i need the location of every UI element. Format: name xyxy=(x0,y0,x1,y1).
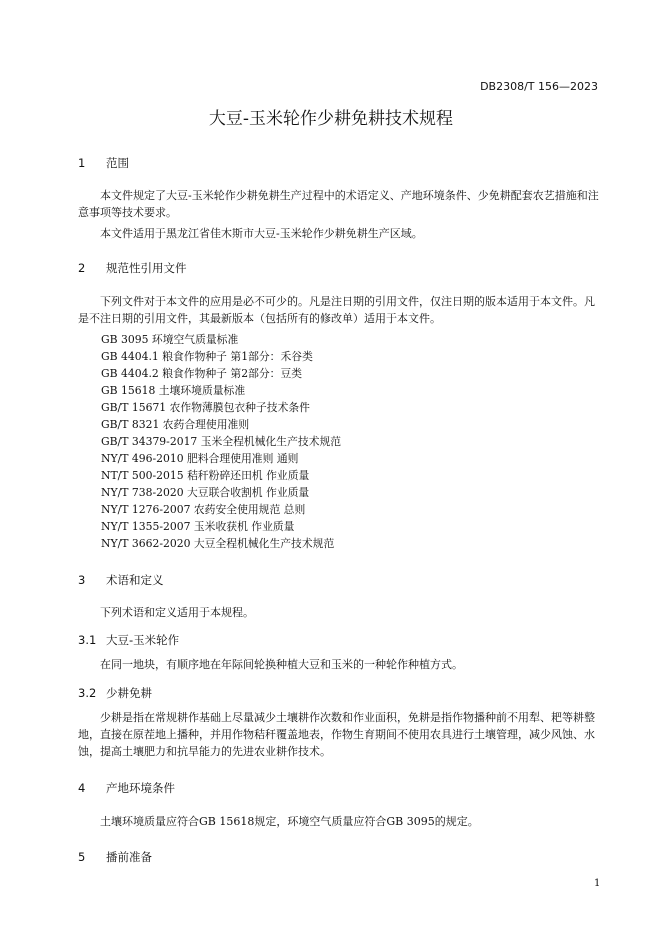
section-3-paragraph-1: 下列术语和定义适用于本规程。 xyxy=(100,606,254,619)
section-3-1-paragraph: 在同一地块，有顺序地在年际间轮换种植大豆和玉米的一种轮作种植方式。 xyxy=(100,658,463,671)
section-title: 范围 xyxy=(106,156,129,170)
section-1-paragraph-1: 本文件规定了大豆-玉米轮作少耕免耕生产过程中的术语定义、产地环境条件、少免耕配套农艺措施和注意事项等技术要求。 xyxy=(78,189,599,219)
section-3-2-heading xyxy=(78,685,152,701)
section-1-paragraph-2: 本文件适用于黑龙江省佳木斯市大豆-玉米轮作少耕免耕生产区域。 xyxy=(100,227,423,240)
section-4-paragraph: 土壤环境质量应符合GB 15618规定，环境空气质量应符合GB 3095的规定。 xyxy=(100,815,479,828)
section-2-paragraph-1: 下列文件对于本文件的应用是必不可少的。凡是注日期的引用文件，仅注日期的版本适用于本文件。凡是不注日期的引用文件，其最新版本（包括所有的修改单）适用于本文件。 xyxy=(78,295,595,325)
page-number: 1 xyxy=(594,878,601,889)
section-title: 少耕免耕 xyxy=(106,686,152,700)
section-number: 3 xyxy=(78,573,86,587)
section-number: 2 xyxy=(78,261,86,275)
document-title: 大豆-玉米轮作少耕免耕技术规程 xyxy=(208,109,454,129)
section-number: 1 xyxy=(78,156,86,170)
reference-item: NY/T 3662-2020 大豆全程机械化生产技术规范 xyxy=(101,537,335,550)
reference-item: GB 4404.2 粮食作物种子 第2部分：豆类 xyxy=(101,367,303,380)
reference-item: GB 15618 土壤环境质量标准 xyxy=(101,384,246,397)
section-number: 4 xyxy=(78,781,86,795)
reference-item: NY/T 1355-2007 玉米收获机 作业质量 xyxy=(101,520,295,533)
section-4-heading xyxy=(78,780,175,796)
section-number: 3.2 xyxy=(78,686,97,700)
section-title: 术语和定义 xyxy=(106,573,164,587)
reference-item: GB 3095 环境空气质量标准 xyxy=(101,333,239,346)
section-3-1-heading xyxy=(78,632,179,648)
reference-item: NY/T 496-2010 肥料合理使用准则 通则 xyxy=(101,452,299,465)
reference-item: GB/T 8321 农药合理使用准则 xyxy=(101,418,250,431)
reference-item: NY/T 1276-2007 农药安全使用规范 总则 xyxy=(101,503,306,516)
section-title: 规范性引用文件 xyxy=(106,261,187,275)
section-number: 5 xyxy=(78,850,86,864)
section-title: 大豆-玉米轮作 xyxy=(106,633,180,647)
reference-item: GB/T 34379-2017 玉米全程机械化生产技术规范 xyxy=(101,435,342,448)
section-3-heading xyxy=(78,572,164,588)
section-title: 播前准备 xyxy=(106,850,152,864)
section-3-2-paragraph: 少耕是指在常规耕作基础上尽量减少土壤耕作次数和作业面积，免耕是指作物播种前不用犁、耙等耕整地，直接在原茬地上播种，并用作物秸秆覆盖地表，作物生育期间不使用农具进行土壤管理，减少风蚀、水蚀，提高土壤肥力和抗旱能力的先进农业耕作技术。 xyxy=(78,711,595,758)
reference-item: NY/T 738-2020 大豆联合收割机 作业质量 xyxy=(101,486,310,499)
reference-item: GB/T 15671 农作物薄膜包衣种子技术条件 xyxy=(101,401,310,414)
section-1-heading xyxy=(78,155,129,171)
section-2-heading xyxy=(78,260,187,276)
section-title: 产地环境条件 xyxy=(106,781,175,795)
document-number: DB2308/T 156—2023 xyxy=(480,80,598,93)
reference-item: GB 4404.1 粮食作物种子 第1部分：禾谷类 xyxy=(101,350,313,363)
section-5-heading xyxy=(78,849,152,865)
section-number: 3.1 xyxy=(78,633,97,647)
reference-item: NT/T 500-2015 秸秆粉碎还田机 作业质量 xyxy=(101,469,310,482)
